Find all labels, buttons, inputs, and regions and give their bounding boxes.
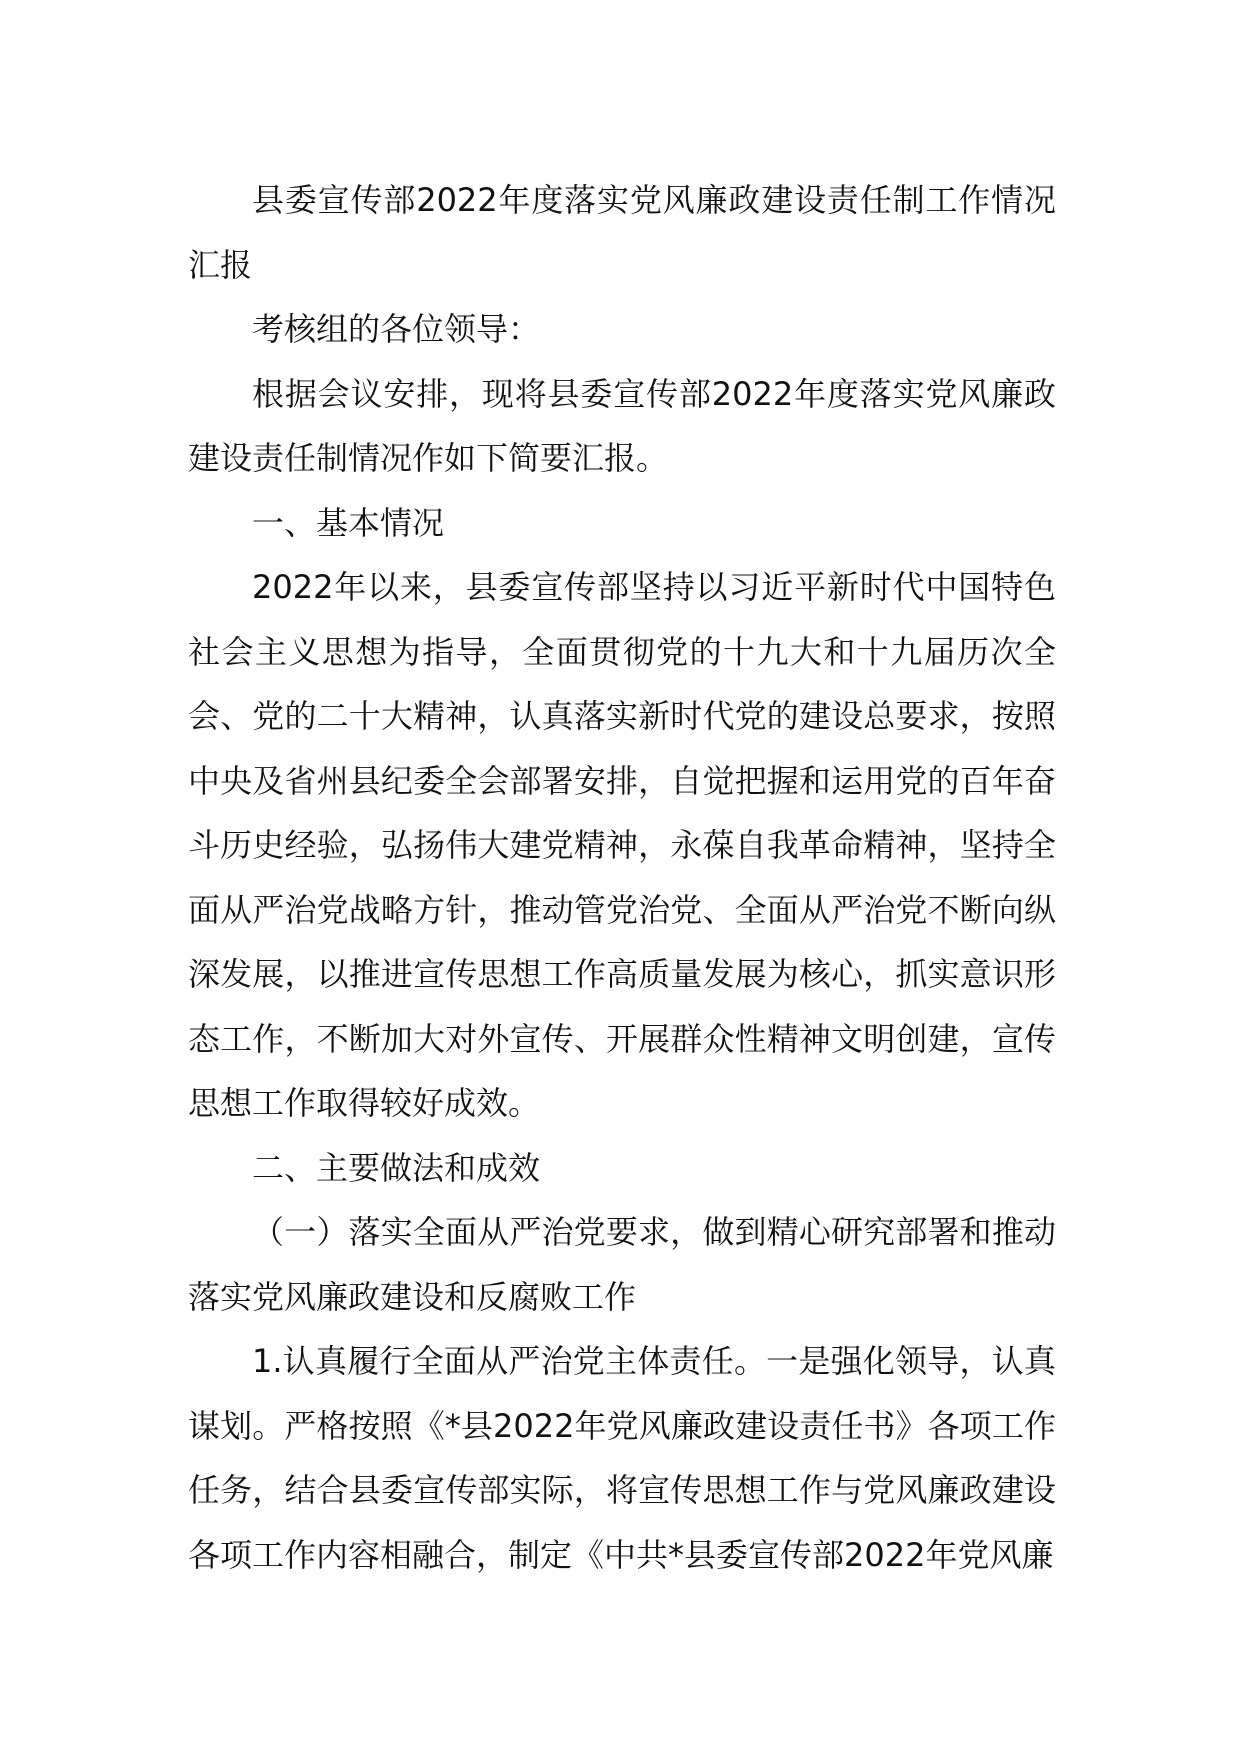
document-title: 县委宣传部2022年度落实党风廉政建设责任制工作情况汇报 [188, 181, 1056, 284]
section-heading-basic-situation: 一、基本情况 [252, 503, 445, 542]
item-paragraph-1: 1.认真履行全面从严治党主体责任。一是强化领导，认真谋划。严格按照《*县2022年党风廉政建设责任书》各项工作任务，结合县委宣传部实际，将宣传思想工作与党风廉政建设各项工作内容相融合，制定《中共*县委宣传部2022年党风廉 [188, 1342, 1056, 1574]
salutation: 考核组的各位领导： [252, 310, 541, 348]
intro-paragraph: 根据会议安排，现将县委宣传部2022年度落实党风廉政建设责任制情况作如下简要汇报。 [188, 374, 1056, 477]
section-paragraph-basic-situation: 2022年以来，县委宣传部坚持以习近平新时代中国特色社会主义思想为指导，全面贯彻党的十九大和十九届历次全会、党的二十大精神，认真落实新时代党的建设总要求，按照中央及省州县纪委全会部署安排，自觉把握和运用党的百年奋斗历史经验，弘扬伟大建党精神，永葆自我革命精神，坚持全面从严治党战略方针，推动管党治党、全面从严治党不断向纵深发展，以推进宣传思想工作高质量发展为核心，抓实意识形态工作，不断加大对外宣传、开展群众性精神文明创建，宣传思想工作取得较好成效。 [188, 568, 1056, 1122]
document-body [188, 168, 1056, 1587]
subsection-heading-1: （一）落实全面从严治党要求，做到精心研究部署和推动落实党风廉政建设和反腐败工作 [188, 1213, 1056, 1316]
section-heading-main-practices: 二、主要做法和成效 [252, 1148, 541, 1187]
